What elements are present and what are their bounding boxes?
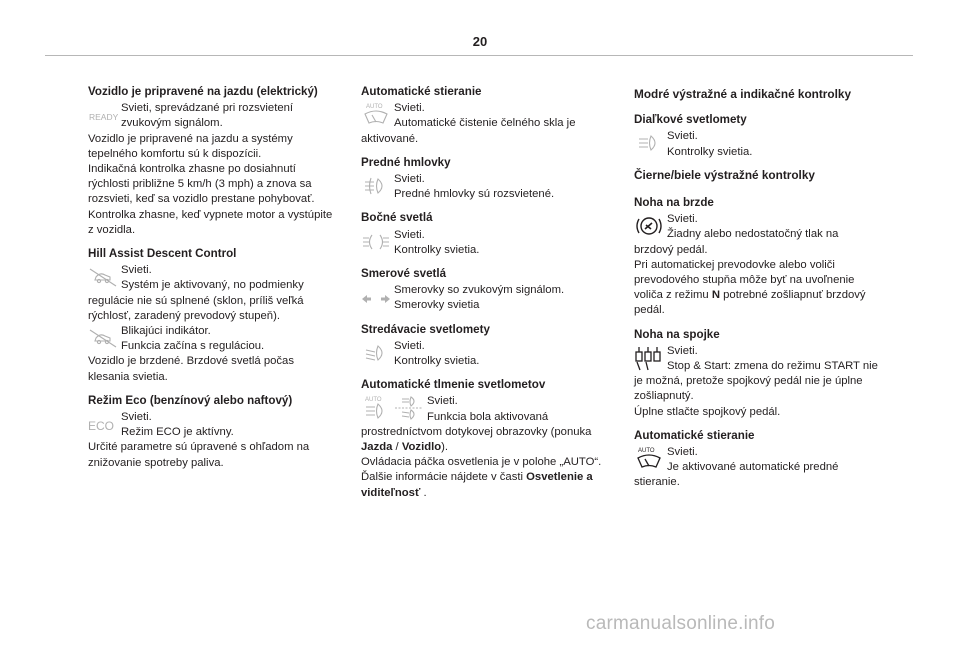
hill-line-4: Funkcia začína s reguláciou. [121,340,265,353]
hill-descent-blink-icon [88,325,118,351]
hill-body-4: klesania svietia. [88,370,168,383]
svg-text:ECO: ECO [88,419,115,434]
high-beam-title: Diaľkové svetlomety [634,113,747,127]
ready-body-7: z vozidla. [88,223,136,236]
auto-dim-line-2: Funkcia bola aktivovaná [427,410,549,423]
hill-body-3: Vozidlo je brzdené. Brzdové svetlá počas [88,355,294,368]
auto-wipe-line-2: Automatické čistenie čelného skla je [394,117,576,130]
brake-body-2: Pri automatickej prevodovke alebo voliči [634,258,835,271]
auto-dim-body-3: Ovládacia páčka osvetlenia je v polohe „AUTO“. [361,456,602,469]
eco-body-2: znižovanie spotreby paliva. [88,456,224,469]
eco-title: Režim Eco (benzínový alebo naftový) [88,393,293,407]
bw-warnings-heading: Čierne/biele výstražné kontrolky [634,167,815,182]
ready-icon [88,102,118,128]
auto-wipe-bw-title: Automatické stieranie [634,428,755,442]
auto-wiper-black-icon [634,446,664,472]
ready-section [88,84,346,238]
low-beam-icon [361,340,391,366]
ready-body-1: Vozidlo je pripravené na jazdu a systémy [88,132,293,145]
ready-line-1: Svieti, sprevádzané pri rozsvietení [121,102,294,115]
clutch-title: Noha na spojke [634,327,720,341]
low-beam-line-2: Kontrolky svietia. [394,355,480,368]
fog-line-2: Predné hmlovky sú rozsvietené. [394,188,555,201]
fog-section [361,155,613,203]
top-rule [45,55,913,56]
menu-drive-label: Jazda [361,441,393,454]
auto-wipe-line-1: Svieti. [394,102,425,115]
ready-body-3: Indikačná kontrolka zhasne po dosiahnutí [88,163,296,176]
hill-line-3: Blikajúci indikátor. [121,325,211,338]
auto-dim-body-2 [361,440,613,455]
high-low-beam-switch-icon [394,395,424,421]
turn-title: Smerové svetlá [361,267,447,281]
brake-body-4-post: potrebné zošliapnuť brzdový [720,289,866,302]
hill-line-1: Svieti. [121,264,152,277]
auto-dim-body-1: prostredníctvom dotykovej obrazovky (ponuka [361,425,592,438]
eco-icon [88,411,118,437]
auto-dim-section [361,377,613,501]
eco-body-1: Určité parametre sú úpravené s ohľadom na [88,441,310,454]
auto-wipe-bw-line-1: Svieti. [667,446,698,459]
turn-signal-arrows-icon [361,284,391,310]
brake-title: Noha na brzde [634,196,714,210]
ready-title: Vozidlo je pripravené na jazdu (elektrický) [88,85,318,98]
hill-section [88,246,346,385]
side-lights-section [361,210,613,258]
auto-wipe-bw-line-2: Je aktivované automatické predné [667,461,839,474]
column-1 [88,84,346,479]
clutch-line-2: Stop & Start: zmena do režimu START nie [667,360,878,373]
auto-wipe-bw-body: stieranie. [634,476,680,489]
auto-high-beam-icon [361,395,391,421]
brake-pedal-icon [634,213,664,239]
svg-text:AUTO: AUTO [365,397,382,404]
auto-dim-body-5 [361,486,613,501]
turn-section [361,266,613,314]
front-fog-icon [361,173,391,199]
low-beam-line-1: Svieti. [394,339,425,352]
auto-dim-body-4 [361,470,613,485]
auto-dim-tail-1: ). [441,441,449,454]
menu-separator: / [392,441,402,454]
brake-body-5: pedál. [634,304,665,317]
brake-body-4 [634,288,896,303]
hill-descent-icon [88,264,118,290]
hill-title: Hill Assist Descent Control [88,247,237,261]
svg-text:READY: READY [89,112,118,123]
lighting-ref-2: viditeľnosť [361,486,421,499]
hill-body-1: regulácie nie sú splnené (sklon, príliš veľká [88,294,304,307]
clutch-body-1: je možná, pretože spojkový pedál nie je úplne [634,375,863,388]
clutch-pedal-icon [634,345,664,371]
side-lights-title: Bočné svetlá [361,211,433,225]
watermark: carmanualsonline.info [586,613,776,634]
auto-wipe-body: aktivované. [361,132,419,145]
high-beam-section [634,112,896,160]
column-3 [634,84,896,499]
ready-line-2: zvukovým signálom. [121,117,223,130]
lighting-ref-1: Osvetlenie a [526,471,593,484]
clutch-line-1: Svieti. [667,344,698,357]
blue-warnings-heading: Modré výstražné a indikačné kontrolky [634,87,852,101]
fog-line-1: Svieti. [394,173,425,186]
brake-body-1: brzdový pedál. [634,243,708,256]
brake-line-1: Svieti. [667,213,698,226]
auto-wiper-icon [361,102,391,128]
auto-wipe-title: Automatické stieranie [361,85,482,98]
ready-body-4: rýchlosti približne 5 km/h (3 mph) a znova sa [88,178,312,191]
high-beam-icon [634,130,664,156]
svg-text:AUTO: AUTO [366,104,383,111]
ready-body-6: Kontrolka zhasne, keď vypnete motor a vystúpite [88,208,333,221]
ready-body-2: tepelného komfortu sú k dispozícii. [88,147,262,160]
turn-line-2: Smerovky svietia [394,299,480,312]
brake-body-4-pre: voliča z režimu [634,289,712,302]
high-beam-line-1: Svieti. [667,130,698,143]
fog-title: Predné hmlovky [361,155,451,169]
brake-section [634,195,896,319]
hill-line-2: Systém je aktivovaný, no podmienky [121,279,304,292]
low-beam-section [361,322,613,370]
ready-body-5: rozsvieti, keď sa vozidlo prestane pohybovať. [88,193,315,206]
side-lights-icon [361,229,391,255]
auto-dim-title: Automatické tlmenie svetlometov [361,378,546,392]
brake-body-3: prevodového stupňa môže byť na uvoľnenie [634,274,855,287]
side-lights-line-1: Svieti. [394,228,425,241]
clutch-section [634,327,896,420]
brake-line-2: Žiadny alebo nedostatočný tlak na [667,228,839,241]
eco-section [88,393,346,471]
page-number: 20 [472,34,488,49]
high-beam-line-2: Kontrolky svietia. [667,145,753,158]
clutch-body-3: Úplne stlačte spojkový pedál. [634,405,781,418]
auto-wipe-section [361,84,613,147]
turn-line-1: Smerovky so zvukovým signálom. [394,284,565,297]
column-2 [361,84,613,509]
eco-line-2: Režim ECO je aktívny. [121,426,234,439]
eco-line-1: Svieti. [121,411,152,424]
menu-vehicle-label: Vozidlo [401,441,442,454]
hill-body-2: rýchlosť, zaradený prevodový stupeň). [88,309,280,322]
auto-dim-more-info: Ďalšie informácie nájdete v časti [361,471,527,484]
auto-wipe-bw-section [634,428,896,491]
svg-text:AUTO: AUTO [638,448,655,455]
side-lights-line-2: Kontrolky svietia. [394,243,480,256]
auto-dim-line-1: Svieti. [427,395,458,408]
low-beam-title: Stredávacie svetlomety [361,322,490,336]
clutch-body-2: zošliapnutý. [634,390,694,403]
auto-dim-tail-2: . [420,486,427,499]
neutral-gear-letter: N [711,289,721,302]
